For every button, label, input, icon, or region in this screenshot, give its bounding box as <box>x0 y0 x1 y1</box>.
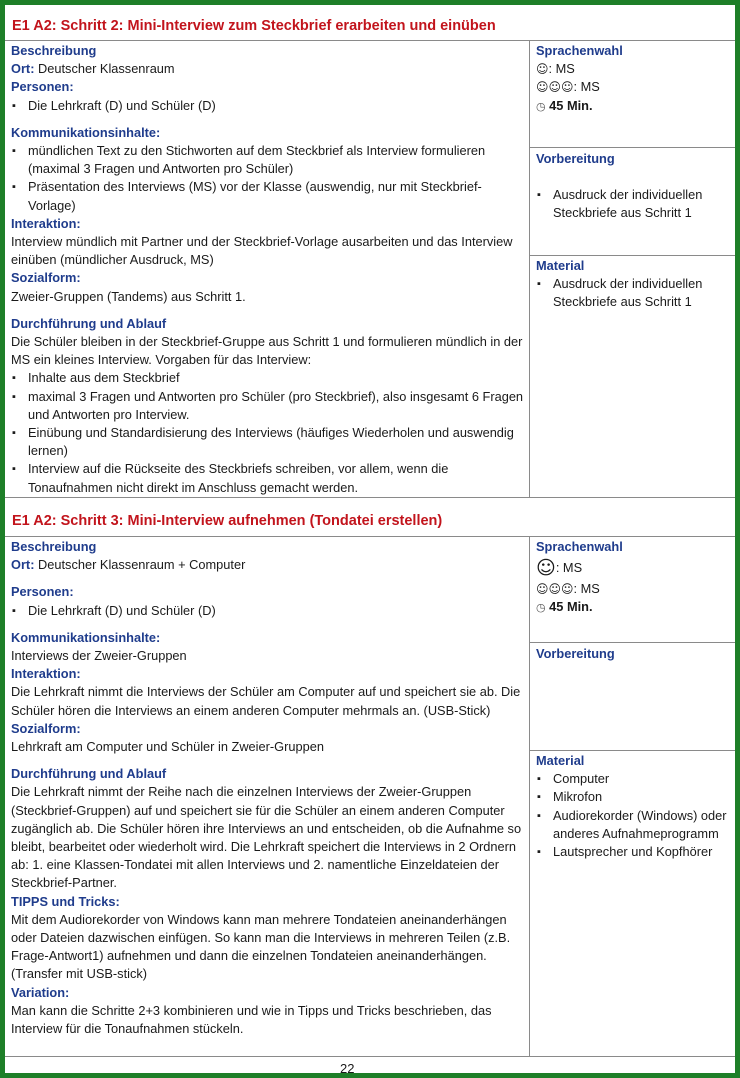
section1-interaktion-heading: Interaktion: <box>11 215 81 231</box>
section2-right-rule-1 <box>529 642 735 643</box>
list-item: ▪ Ausdruck der individuellen Steckbriefe aus Schritt 1 <box>536 275 732 311</box>
section2-tipps-text: Mit dem Audiorekorder von Windows kann man mehrere Tondateien aneinanderhängen oder Dateien dazwischen einfügen. So kann man die Interviews in mehreren Teilen (z.B. Frage-Antwort1) aufnehmen und dann die einzelnen Tondateien aneinanderhängen. (Transfer mit USB-stick) <box>11 911 511 982</box>
section1-ort-label: Ort: <box>11 61 35 77</box>
section2-variation-text: Man kann die Schritte 2+3 kombinieren und wie in Tipps und Tricks beschrieben, das Interview für die Tonaufnahmen stückeln. <box>11 1002 492 1037</box>
section1-ablauf-list <box>11 369 527 496</box>
smiley-icon: ☺ <box>536 557 556 580</box>
section2-sozialform-text: Lehrkraft am Computer und Schüler in Zweier-Gruppen <box>11 739 324 755</box>
section1-title: E1 A2: Schritt 2: Mini-Interview zum Steckbrief erarbeiten und einüben <box>12 18 496 34</box>
section1-right-rule-1 <box>529 147 735 148</box>
section1-sozialform-heading: Sozialform: <box>11 270 81 286</box>
section1-duration: ◷ 45 Min. <box>536 97 593 113</box>
section1-interaktion-text: Interview mündlich mit Partner und der Steckbrief-Vorlage ausarbeiten und das Interview einüben (mündlicher Ausdruck, MS) <box>11 234 513 268</box>
section2-right-rule-2 <box>529 750 735 751</box>
section2-interaktion-text: Die Lehrkraft nimmt die Interviews der Schüler am Computer auf und speichert sie ab. Die Schüler hören die Interviews an einem anderen Computer mehrmals an. (USB-Stick) <box>11 684 521 718</box>
section2-sozialform-heading: Sozialform: <box>11 720 81 736</box>
section2-title: E1 A2: Schritt 3: Mini-Interview aufnehmen (Tondatei erstellen) <box>12 513 443 529</box>
section2-duration: ◷ 45 Min. <box>536 599 593 615</box>
section1-sprachenwahl-heading: Sprachenwahl <box>536 43 623 58</box>
list-item: ▪ Lautsprecher und Kopfhörer <box>536 843 732 861</box>
section1-kommunikation-list <box>11 142 527 215</box>
section2-top-rule <box>5 536 735 537</box>
section2-vorbereitung-box <box>536 645 732 663</box>
section2-sprachenwahl-line2: ☺☺☺: MS <box>536 581 600 597</box>
section1-right-rule-2 <box>529 255 735 256</box>
section2-variation-heading: Variation: <box>11 984 70 1000</box>
section1-material-heading: Material <box>536 258 585 273</box>
page-number: 22 <box>340 1061 355 1076</box>
section1-ablauf-heading: Durchführung und Ablauf <box>11 315 167 331</box>
section1-sozialform-text: Zweier-Gruppen (Tandems) aus Schritt 1. <box>11 288 246 304</box>
section2-tipps-heading: TIPPS und Tricks: <box>11 893 120 909</box>
list-item: ▪ Die Lehrkraft (D) und Schüler (D) <box>11 97 527 115</box>
smiley-icon: ☺ <box>536 62 549 77</box>
section2-ort-label: Ort: <box>11 557 35 573</box>
section1-vorbereitung-heading: Vorbereitung <box>536 151 615 166</box>
section1-ort <box>11 60 527 78</box>
section1-material-box <box>536 257 732 312</box>
section2-material-box <box>536 752 732 861</box>
section2-ort-value: Deutscher Klassenraum + Computer <box>34 557 246 573</box>
section2-column-divider <box>529 536 530 1056</box>
section2-sprachenwahl-line1: ☺: MS <box>536 557 583 580</box>
section1-top-rule <box>5 40 735 41</box>
section1-sprachenwahl-box <box>536 42 732 116</box>
section1-bottom-rule <box>5 497 735 498</box>
section1-kommunikation-heading: Kommunikationsinhalte: <box>11 124 161 140</box>
list-item: ▪ Computer <box>536 770 732 788</box>
section2-personen-heading: Personen: <box>11 584 74 600</box>
section2-ablauf-heading: Durchführung und Ablauf <box>11 766 167 782</box>
list-item: ▪ Mikrofon <box>536 788 732 806</box>
section2-bottom-rule <box>5 1056 735 1057</box>
list-item: ▪ Die Lehrkraft (D) und Schüler (D) <box>11 602 527 620</box>
section1-sprachenwahl-line2: ☺☺☺: MS <box>536 79 600 95</box>
section1-sprachenwahl-line1: ☺: MS <box>536 61 575 77</box>
section2-kommunikation-text: Interviews der Zweier-Gruppen <box>11 648 187 664</box>
clock-icon: ◷ <box>536 99 546 113</box>
section2-sprachenwahl-box <box>536 538 732 618</box>
section2-personen-list <box>11 602 527 620</box>
smiley-icon: ☺☺☺ <box>536 582 574 597</box>
section2-beschreibung-heading: Beschreibung <box>11 539 97 554</box>
section2-kommunikation-heading: Kommunikationsinhalte: <box>11 629 161 645</box>
section2-sprachenwahl-heading: Sprachenwahl <box>536 539 623 554</box>
section2-ort <box>11 556 527 574</box>
section1-beschreibung-heading: Beschreibung <box>11 43 97 58</box>
list-item: ▪ Inhalte aus dem Steckbrief <box>11 369 527 387</box>
section1-personen-list <box>11 97 527 115</box>
list-item: ▪ Ausdruck der individuellen Steckbriefe aus Schritt 1 <box>536 186 732 222</box>
section2-material-list <box>536 770 732 861</box>
section1-vorbereitung-list <box>536 186 732 222</box>
section2-left-column <box>11 538 527 1038</box>
list-item: ▪ Einübung und Standardisierung des Interviews (häufiges Wiederholen und auswendig lernen) <box>11 424 527 460</box>
section1-material-list <box>536 275 732 311</box>
section1-personen-heading: Personen: <box>11 79 74 95</box>
section1-ort-value: Deutscher Klassenraum <box>34 61 175 77</box>
section1-vorbereitung-box <box>536 150 732 223</box>
section1-ablauf-text: Die Schüler bleiben in der Steckbrief-Gruppe aus Schritt 1 und formulieren mündlich in der MS ein kleines Interview. Vorgaben für das Interview: <box>11 334 523 368</box>
section1-left-column <box>11 42 527 497</box>
list-item: ▪ Interview auf die Rückseite des Steckbriefs schreiben, vor allem, wenn die Tonaufnahmen nicht direkt im Anschluss gemacht werden. <box>11 460 527 496</box>
smiley-icon: ☺☺☺ <box>536 80 574 95</box>
list-item: ▪ Audiorekorder (Windows) oder anderes Aufnahmeprogramm <box>536 807 732 843</box>
section2-vorbereitung-heading: Vorbereitung <box>536 646 615 661</box>
section2-ablauf-text: Die Lehrkraft nimmt der Reihe nach die einzelnen Interviews der Zweier-Gruppen (Steckbrief-Gruppen) auf und speichert sie für die Schüler an einem anderen Computer zugänglich ab. Die Schüler hören ihre Interviews an und entscheiden, ob die Aufnahme so bleibt, bearbeitet oder wiederholt wird. Die Lehrkraft speichert die Interviews in 2 Ordnern ab: 1. eine Klassen-Tondatei mit allen Interviews und 2. namentliche Einzeldateien der Steckbrief-Partner. <box>11 784 522 891</box>
list-item: ▪ maximal 3 Fragen und Antworten pro Schüler (pro Steckbrief), also insgesamt 6 Fragen und Antworten pro Interview. <box>11 388 527 424</box>
section2-interaktion-heading: Interaktion: <box>11 666 81 682</box>
clock-icon: ◷ <box>536 601 546 615</box>
section2-material-heading: Material <box>536 753 585 768</box>
list-item: ▪ mündlichen Text zu den Stichworten auf dem Steckbrief als Interview formulieren (maximal 3 Fragen und Antworten pro Schüler) <box>11 142 527 178</box>
list-item: ▪ Präsentation des Interviews (MS) vor der Klasse (auswendig, nur mit Steckbrief-Vorlage) <box>11 178 527 214</box>
section1-column-divider <box>529 40 530 497</box>
